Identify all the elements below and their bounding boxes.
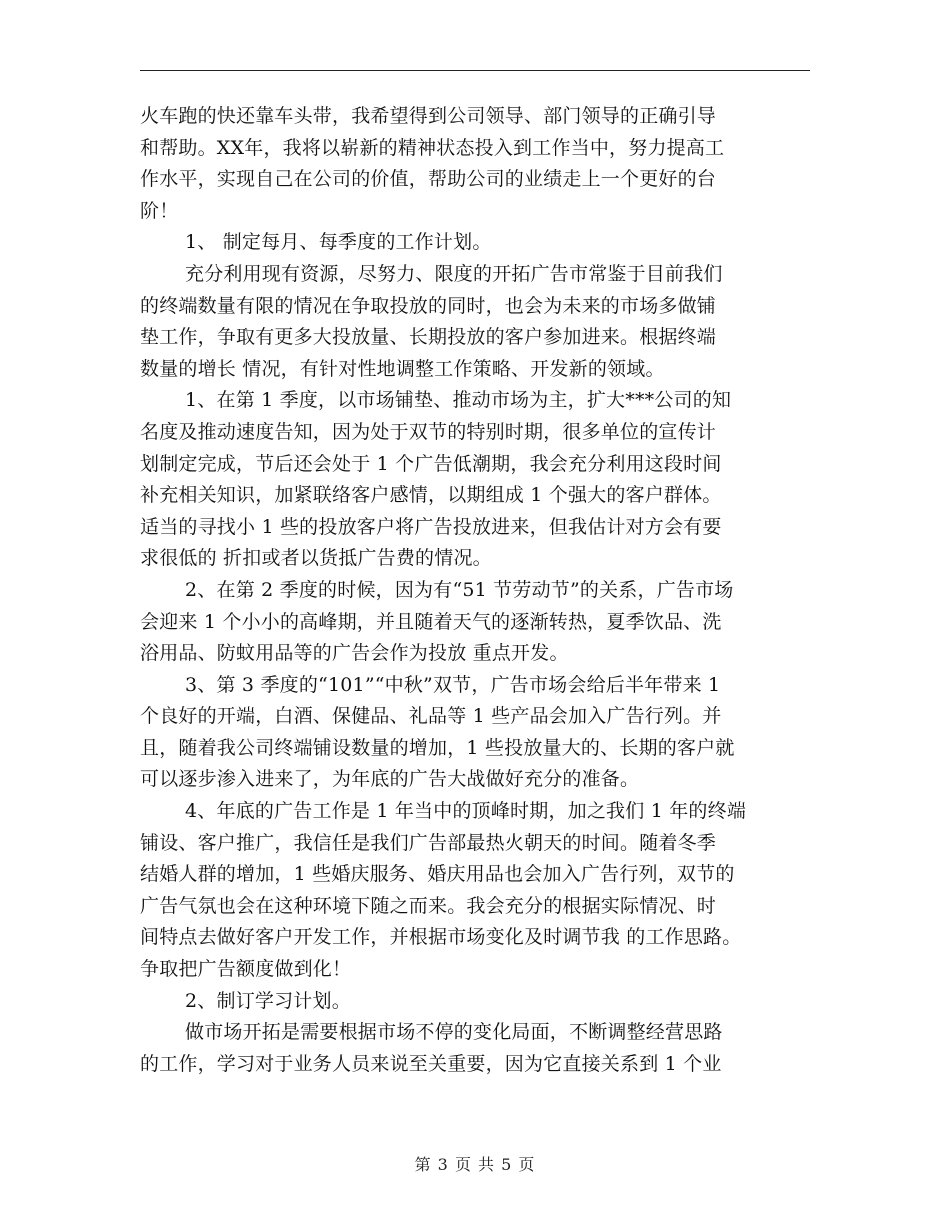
text-line: 可以逐步渗入进来了，为年底的广告大战做好充分的准备。	[140, 768, 640, 791]
text-line: 会迎来 1 个小小的高峰期，并且随着天气的逐渐转热，夏季饮品、洗	[140, 610, 722, 633]
text-line: 适当的寻找小 1 些的投放客户将广告投放进来，但我估计对方会有要	[140, 515, 722, 538]
text-line: 争取把广告额度做到化！	[140, 958, 352, 981]
text-line: 阶！	[140, 199, 179, 222]
text-line: 名度及推动速度告知，因为处于双节的特别时期，很多单位的宣传计	[140, 420, 717, 443]
header-rule	[140, 70, 810, 71]
text-line: 4、年底的广告工作是 1 年当中的顶峰时期，加之我们 1 年的终端	[185, 800, 747, 823]
text-line: 求很低的 折扣或者以货抵广告费的情况。	[140, 547, 492, 570]
text-line: 2、在第 2 季度的时候，因为有“51 节劳动节”的关系，广告市场	[185, 578, 734, 601]
text-line: 浴用品、防蚊用品等的广告会作为投放 重点开发。	[140, 642, 569, 665]
text-line: 和帮助。XX年，我将以崭新的精神状态投入到工作当中，努力提高工	[140, 136, 725, 159]
text-line: 充分利用现有资源，尽努力、限度的开拓广告市常鉴于目前我们	[185, 262, 723, 285]
text-line: 补充相关知识，加紧联络客户感情，以期组成 1 个强大的客户群体。	[140, 484, 722, 507]
text-line: 垫工作，争取有更多大投放量、长期投放的客户参加进来。根据终端	[140, 326, 717, 349]
document-body	[140, 101, 820, 1080]
text-line: 划制定完成，节后还会处于 1 个广告低潮期，我会充分利用这段时间	[140, 452, 722, 475]
text-line: 的工作，学习对于业务人员来说至关重要，因为它直接关系到 1 个业	[140, 1052, 722, 1075]
text-line: 广告气氛也会在这种环境下随之而来。我会充分的根据实际情况、时	[140, 894, 717, 917]
text-line: 铺设、客户推广，我信任是我们广告部最热火朝天的时间。随着冬季	[140, 831, 717, 854]
section-heading: 1、 制定每月、每季度的工作计划。	[185, 231, 492, 254]
section-heading: 2、制订学习计划。	[185, 989, 351, 1012]
text-line: 的终端数量有限的情况在争取投放的同时，也会为未来的市场多做铺	[140, 294, 717, 317]
text-line: 做市场开拓是需要根据市场不停的变化局面，不断调整经营思路	[185, 1021, 723, 1044]
text-line: 火车跑的快还靠车头带，我希望得到公司领导、部门领导的正确引导	[140, 105, 717, 127]
text-line: 间特点去做好客户开发工作，并根据市场变化及时调节我 的工作思路。	[140, 926, 742, 949]
text-line: 数量的增长 情况，有针对性地调整工作策略、开发新的领域。	[140, 357, 665, 380]
text-line: 结婚人群的增加，1 些婚庆服务、婚庆用品也会加入广告行列，双节的	[140, 863, 735, 886]
text-line: 且，随着我公司终端铺设数量的增加，1 些投放量大的、长期的客户就	[140, 736, 735, 759]
text-line: 作水平，实现自己在公司的价值，帮助公司的业绩走上一个更好的台	[140, 168, 717, 191]
text-line: 1、在第 1 季度，以市场铺垫、推动市场为主，扩大***公司的知	[185, 389, 732, 412]
text-line: 个良好的开端，白酒、保健品、礼品等 1 些产品会加入广告行列。并	[140, 705, 722, 728]
page-footer: 第 3 页 共 5 页	[414, 1155, 536, 1174]
text-line: 3、第 3 季度的“101”“中秋”双节，广告市场会给后半年带来 1	[185, 673, 721, 696]
